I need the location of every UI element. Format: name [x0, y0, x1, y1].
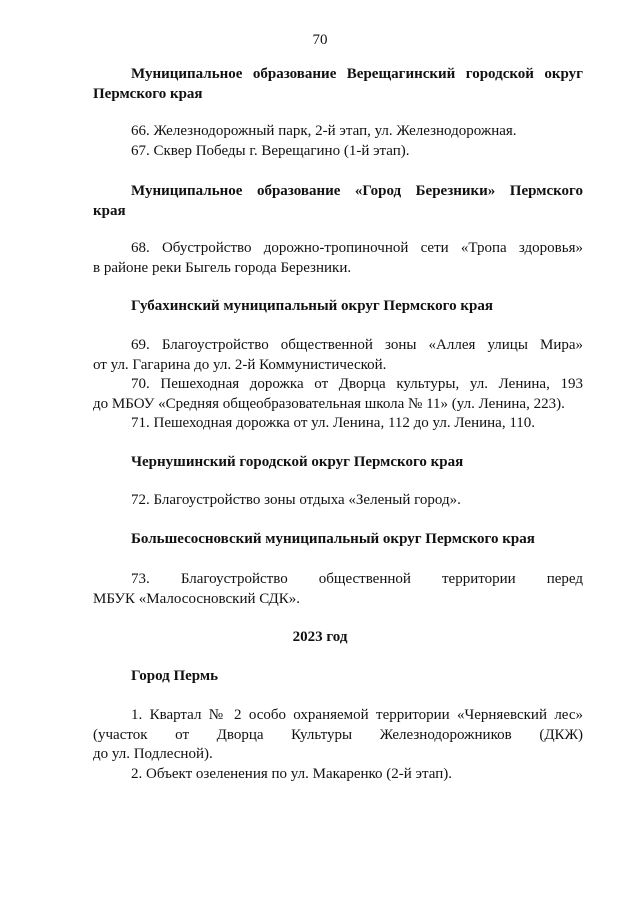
- list-item-70-line1: 70. Пешеходная дорожка от Дворца культуры, ул. Ленина, 193: [131, 376, 583, 392]
- city-item-2: 2. Объект озеленения по ул. Макаренко (2-й этап).: [131, 766, 452, 782]
- page-number: 70: [312, 32, 328, 48]
- year-heading: 2023 год: [292, 629, 348, 645]
- section-heading-vereshchagino-line2: Пермского края: [93, 86, 203, 102]
- list-item-69-line1: 69. Благоустройство общественной зоны «Аллея улицы Мира»: [131, 337, 583, 353]
- list-item-71: 71. Пешеходная дорожка от ул. Ленина, 112 до ул. Ленина, 110.: [131, 415, 536, 431]
- list-item-73-line2: МБУК «Малососновский СДК».: [93, 591, 300, 607]
- section-heading-berezniki-line1: Муниципальное образование «Город Березники» Пермского: [131, 183, 583, 199]
- list-item-68-line2: в районе реки Быгель города Березники.: [93, 260, 352, 276]
- section-heading-gubakha: Губахинский муниципальный округ Пермского края: [131, 298, 493, 314]
- city-item-1-line3: до ул. Подлесной).: [93, 746, 213, 762]
- city-item-1-line1: 1. Квартал № 2 особо охраняемой территории «Черняевский лес»: [131, 707, 583, 723]
- list-item-73-line1: 73. Благоустройство общественной территории перед: [131, 571, 583, 587]
- city-item-1-line2: (участок от Дворца Культуры Железнодорожников (ДКЖ): [93, 727, 583, 743]
- section-heading-vereshchagino-line1: Муниципальное образование Верещагинский городской округ: [131, 66, 583, 82]
- list-item-67: 67. Сквер Победы г. Верещагино (1-й этап).: [131, 143, 410, 159]
- list-item-68-line1: 68. Обустройство дорожно-тропиночной сети «Тропа здоровья»: [131, 240, 583, 256]
- list-item-66: 66. Железнодорожный парк, 2-й этап, ул. Железнодорожная.: [131, 123, 517, 139]
- section-heading-berezniki-line2: края: [93, 203, 126, 219]
- list-item-72: 72. Благоустройство зоны отдыха «Зеленый город».: [131, 492, 461, 508]
- section-heading-bolshaya-sosnova: Большесосновский муниципальный округ Пермского края: [131, 531, 535, 547]
- list-item-69-line2: от ул. Гагарина до ул. 2-й Коммунистической.: [93, 357, 387, 373]
- city-heading: Город Пермь: [131, 668, 219, 684]
- section-heading-chernushka: Чернушинский городской округ Пермского края: [131, 454, 464, 470]
- list-item-70-line2: до МБОУ «Средняя общеобразовательная школа № 11» (ул. Ленина, 223).: [93, 396, 565, 412]
